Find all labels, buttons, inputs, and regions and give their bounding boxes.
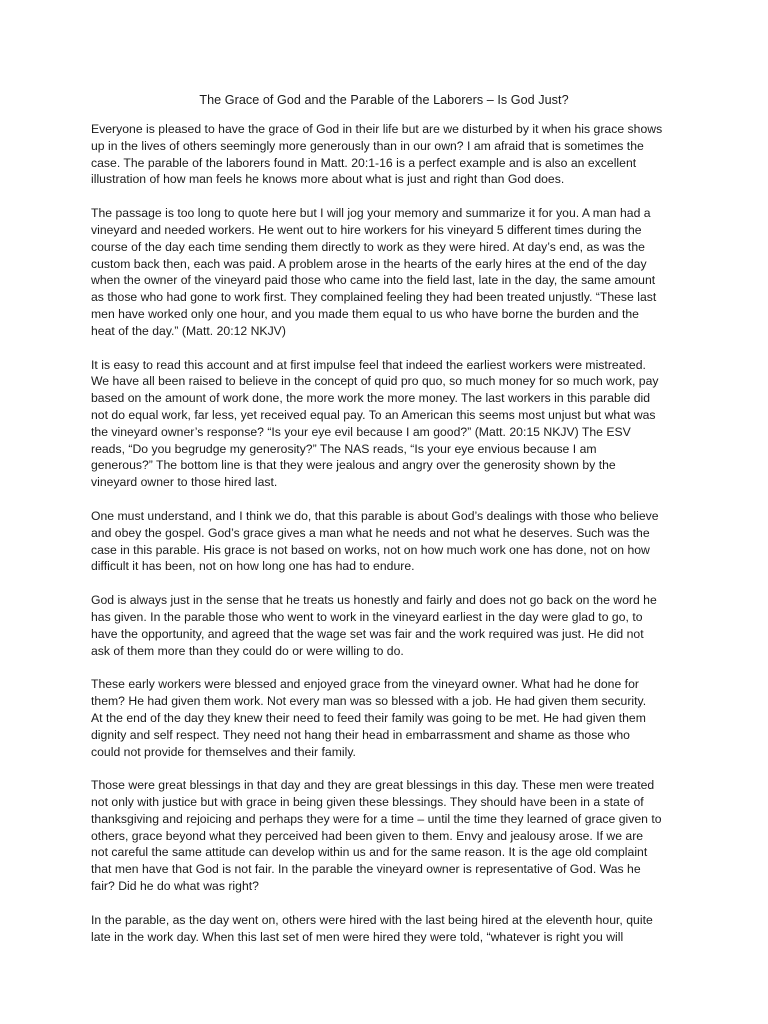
text-line: not do equal work, far less, yet received equal pay. To an American this seems most unjust but what was [91,407,656,422]
text-line: men have worked only one hour, and you made them equal to us who have borne the burden and the [91,306,639,321]
text-line: course of the day each time sending them directly to work as they were hired. At day’s end, as was the [91,239,645,254]
text-line: and obey the gospel. God’s grace gives a man what he needs and not what he deserves. Such was the [91,525,650,540]
text-line: have the opportunity, and agreed that the wage set was fair and the work required was just. He did not [91,626,644,641]
text-line: vineyard and needed workers. He went out to hire workers for his vineyard 5 different times during the [91,222,642,237]
text-line: dignity and self respect. They need not hang their head in embarrassment and shame as those who [91,727,630,742]
text-line: Those were great blessings in that day and they are great blessings in this day. These men were treated [91,778,655,793]
text-line: not careful the same attitude can develop within us and for the same reason. It is the age old complaint [91,845,648,860]
paragraph [91,592,691,659]
text-line: illustration of how man feels he knows more about what is just and right than God does. [91,172,565,187]
text-line: others, grace beyond what they perceived had been given to them. Envy and jealousy arose. If we are [91,828,644,843]
text-line: case. The parable of the laborers found in Matt. 20:1-16 is a perfect example and is also an excellent [91,155,637,170]
document-body [91,121,691,962]
text-line: the vineyard owner’s response? “Is your eye evil because I am good?” (Matt. 20:15 NKJV) The ESV [91,424,631,439]
paragraph [91,121,691,188]
text-line: could not provide for themselves and their family. [91,744,356,759]
text-line: Everyone is pleased to have the grace of God in their life but are we disturbed by it when his grace shows [91,122,663,136]
text-line: heat of the day.” (Matt. 20:12 NKJV) [91,323,286,338]
text-line: when the owner of the vineyard paid those who came into the field last, late in the day, the same amount [91,273,656,288]
text-line: as those who had gone to work first. They complained feeling they had been treated unjustly. “These last [91,290,657,305]
text-line: These early workers were blessed and enjoyed grace from the vineyard owner. What had he done for [91,677,639,692]
paragraph [91,357,691,491]
document-title: The Grace of God and the Parable of the Laborers – Is God Just? [199,93,569,107]
text-line: generous?” The bottom line is that they were jealous and angry over the generosity shown by the [91,458,616,473]
text-line: that men have that God is not fair. In the parable the vineyard owner is representative of God. Was he [91,862,641,877]
text-line: custom back then, each was paid. A problem arose in the hearts of the early hires at the end of the day [91,256,647,271]
text-line: up in the lives of others seemingly more generously than in our own? I am afraid that is sometimes the [91,138,644,153]
text-line: has given. In the parable those who went to work in the vineyard earliest in the day were glad to go, to [91,609,643,624]
text-line: The passage is too long to quote here but I will jog your memory and summarize it for you. A man had a [91,206,651,221]
text-line: It is easy to read this account and at first impulse feel that indeed the earliest workers were mistreated. [91,357,646,372]
text-line: In the parable, as the day went on, others were hired with the last being hired at the eleventh hour, quite [91,912,653,927]
text-line: not only with justice but with grace in being given these blessings. They should have been in a state of [91,795,644,810]
text-line: thanksgiving and rejoicing and perhaps they were for a time – until the time they learned of grace given to [91,811,662,826]
text-line: ask of them more than they could do or were willing to do. [91,643,404,658]
text-line: One must understand, and I think we do, that this parable is about God’s dealings with those who believe [91,508,659,523]
paragraph [91,777,691,895]
text-line: At the end of the day they knew their need to feed their family was going to be met. He had given them [91,710,646,725]
paragraph [91,676,691,760]
text-line: fair? Did he do what was right? [91,879,259,894]
text-line: vineyard owner to those hired last. [91,475,278,490]
paragraph [91,508,691,575]
paragraph [91,912,691,946]
paragraph [91,205,691,339]
text-line: God is always just in the sense that he treats us honestly and fairly and does not go back on the word he [91,593,657,608]
text-line: case in this parable. His grace is not based on works, not on how much work one has done, not on how [91,542,650,557]
text-line: them? He had given them work. Not every man was so blessed with a job. He had given them security. [91,694,647,709]
text-line: based on the amount of work done, the more work the more money. The last workers in this parable did [91,391,651,406]
text-line: late in the work day. When this last set of men were hired they were told, “whatever is right you will [91,929,624,944]
text-line: We have all been raised to believe in the concept of quid pro quo, so much money for so much work, pay [91,374,659,389]
text-line: difficult it has been, not on how long one has had to endure. [91,559,415,574]
text-line: reads, “Do you begrudge my generosity?” The NAS reads, “Is your eye envious because I am [91,441,597,456]
